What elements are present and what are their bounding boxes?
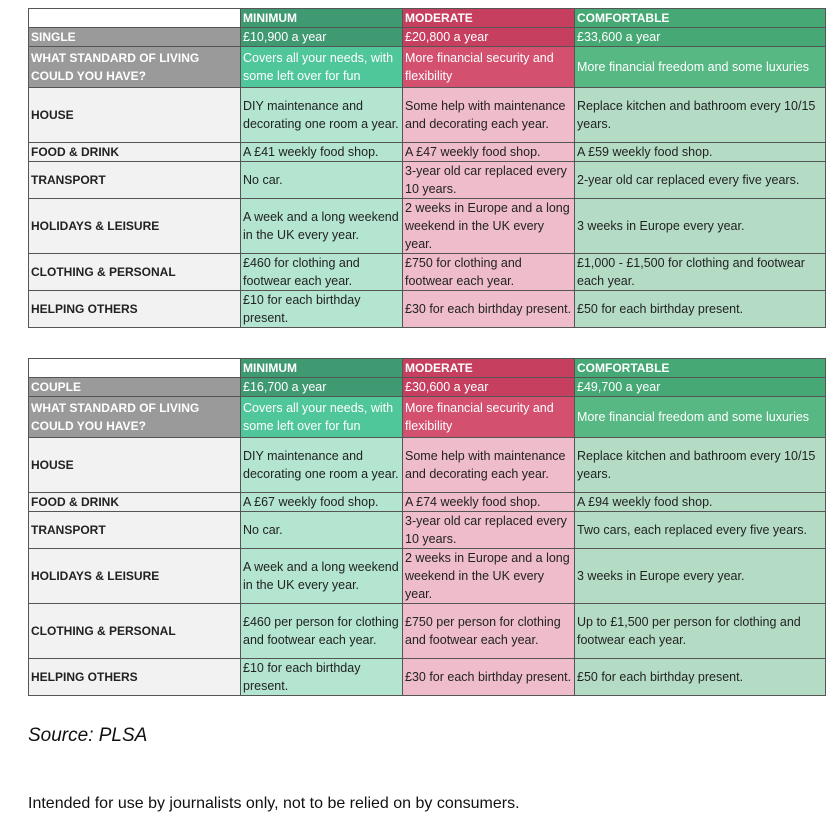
row-label: HOUSE [29,88,241,143]
row-label: HELPING OTHERS [29,659,241,696]
cell-comfortable: £50 for each birthday present. [575,659,826,696]
table-row-helping-others [29,659,826,696]
amount-minimum: £10,900 a year [241,28,403,47]
row-label: TRANSPORT [29,512,241,549]
cell-moderate: 2 weeks in Europe and a long weekend in the UK every year. [403,199,575,254]
header-row [29,359,826,378]
table-row-holidays-leisure [29,549,826,604]
couple-standards-table [28,358,826,696]
table-row-transport [29,512,826,549]
amount-comfortable: £33,600 a year [575,28,826,47]
standard-label: WHAT STANDARD OF LIVING COULD YOU HAVE? [29,47,241,88]
table-row-transport [29,162,826,199]
header-blank-cell [29,359,241,378]
amount-row [29,28,826,47]
disclaimer-text: Intended for use by journalists only, not to be relied on by consumers. [28,795,520,812]
table-row-helping-others [29,291,826,328]
table-row-clothing-personal [29,254,826,291]
standard-row [29,397,826,438]
header-blank-cell [29,9,241,28]
amount-moderate: £30,600 a year [403,378,575,397]
cell-comfortable: Replace kitchen and bathroom every 10/15 years. [575,438,826,493]
standard-minimum: Covers all your needs, with some left over for fun [241,47,403,88]
row-label: CLOTHING & PERSONAL [29,254,241,291]
standard-moderate: More financial security and flexibility [403,47,575,88]
standard-comfortable: More financial freedom and some luxuries [575,397,826,438]
table-row-clothing-personal [29,604,826,659]
cell-moderate: Some help with maintenance and decorating each year. [403,88,575,143]
household-type-label: COUPLE [29,378,241,397]
cell-moderate: 3-year old car replaced every 10 years. [403,162,575,199]
row-label: HELPING OTHERS [29,291,241,328]
header-moderate: MODERATE [403,359,575,378]
cell-moderate: £30 for each birthday present. [403,659,575,696]
cell-moderate: £30 for each birthday present. [403,291,575,328]
cell-moderate: £750 for clothing and footwear each year. [403,254,575,291]
cell-moderate: £750 per person for clothing and footwear each year. [403,604,575,659]
cell-moderate: 3-year old car replaced every 10 years. [403,512,575,549]
amount-minimum: £16,700 a year [241,378,403,397]
row-label: FOOD & DRINK [29,143,241,162]
cell-minimum: £10 for each birthday present. [241,291,403,328]
cell-minimum: DIY maintenance and decorating one room a year. [241,438,403,493]
cell-comfortable: £1,000 - £1,500 for clothing and footwear each year. [575,254,826,291]
single-standards-table [28,8,826,328]
cell-comfortable: 3 weeks in Europe every year. [575,549,826,604]
household-type-label: SINGLE [29,28,241,47]
standard-label: WHAT STANDARD OF LIVING COULD YOU HAVE? [29,397,241,438]
table-row-holidays-leisure [29,199,826,254]
header-comfortable: COMFORTABLE [575,359,826,378]
row-label: HOLIDAYS & LEISURE [29,549,241,604]
cell-moderate: A £47 weekly food shop. [403,143,575,162]
header-minimum: MINIMUM [241,9,403,28]
cell-minimum: A £41 weekly food shop. [241,143,403,162]
cell-minimum: £460 per person for clothing and footwear each year. [241,604,403,659]
cell-comfortable: Up to £1,500 per person for clothing and footwear each year. [575,604,826,659]
cell-comfortable: 2-year old car replaced every five years. [575,162,826,199]
cell-moderate: Some help with maintenance and decorating each year. [403,438,575,493]
header-moderate: MODERATE [403,9,575,28]
amount-row [29,378,826,397]
table-row-house [29,88,826,143]
row-label: HOUSE [29,438,241,493]
cell-comfortable: Two cars, each replaced every five years. [575,512,826,549]
standard-minimum: Covers all your needs, with some left over for fun [241,397,403,438]
row-label: CLOTHING & PERSONAL [29,604,241,659]
cell-moderate: 2 weeks in Europe and a long weekend in the UK every year. [403,549,575,604]
cell-minimum: £10 for each birthday present. [241,659,403,696]
table-row-food-drink [29,143,826,162]
row-label: TRANSPORT [29,162,241,199]
cell-minimum: A week and a long weekend in the UK every year. [241,549,403,604]
cell-minimum: No car. [241,512,403,549]
header-minimum: MINIMUM [241,359,403,378]
cell-minimum: £460 for clothing and footwear each year. [241,254,403,291]
cell-comfortable: 3 weeks in Europe every year. [575,199,826,254]
cell-minimum: DIY maintenance and decorating one room a year. [241,88,403,143]
cell-comfortable: A £59 weekly food shop. [575,143,826,162]
amount-moderate: £20,800 a year [403,28,575,47]
standard-moderate: More financial security and flexibility [403,397,575,438]
standard-row [29,47,826,88]
cell-comfortable: Replace kitchen and bathroom every 10/15 years. [575,88,826,143]
source-caption: Source: PLSA [28,725,148,746]
cell-moderate: A £74 weekly food shop. [403,493,575,512]
table-row-house [29,438,826,493]
row-label: HOLIDAYS & LEISURE [29,199,241,254]
cell-minimum: A £67 weekly food shop. [241,493,403,512]
standard-comfortable: More financial freedom and some luxuries [575,47,826,88]
table-row-food-drink [29,493,826,512]
cell-minimum: A week and a long weekend in the UK every year. [241,199,403,254]
cell-comfortable: £50 for each birthday present. [575,291,826,328]
row-label: FOOD & DRINK [29,493,241,512]
header-row [29,9,826,28]
amount-comfortable: £49,700 a year [575,378,826,397]
cell-minimum: No car. [241,162,403,199]
cell-comfortable: A £94 weekly food shop. [575,493,826,512]
header-comfortable: COMFORTABLE [575,9,826,28]
